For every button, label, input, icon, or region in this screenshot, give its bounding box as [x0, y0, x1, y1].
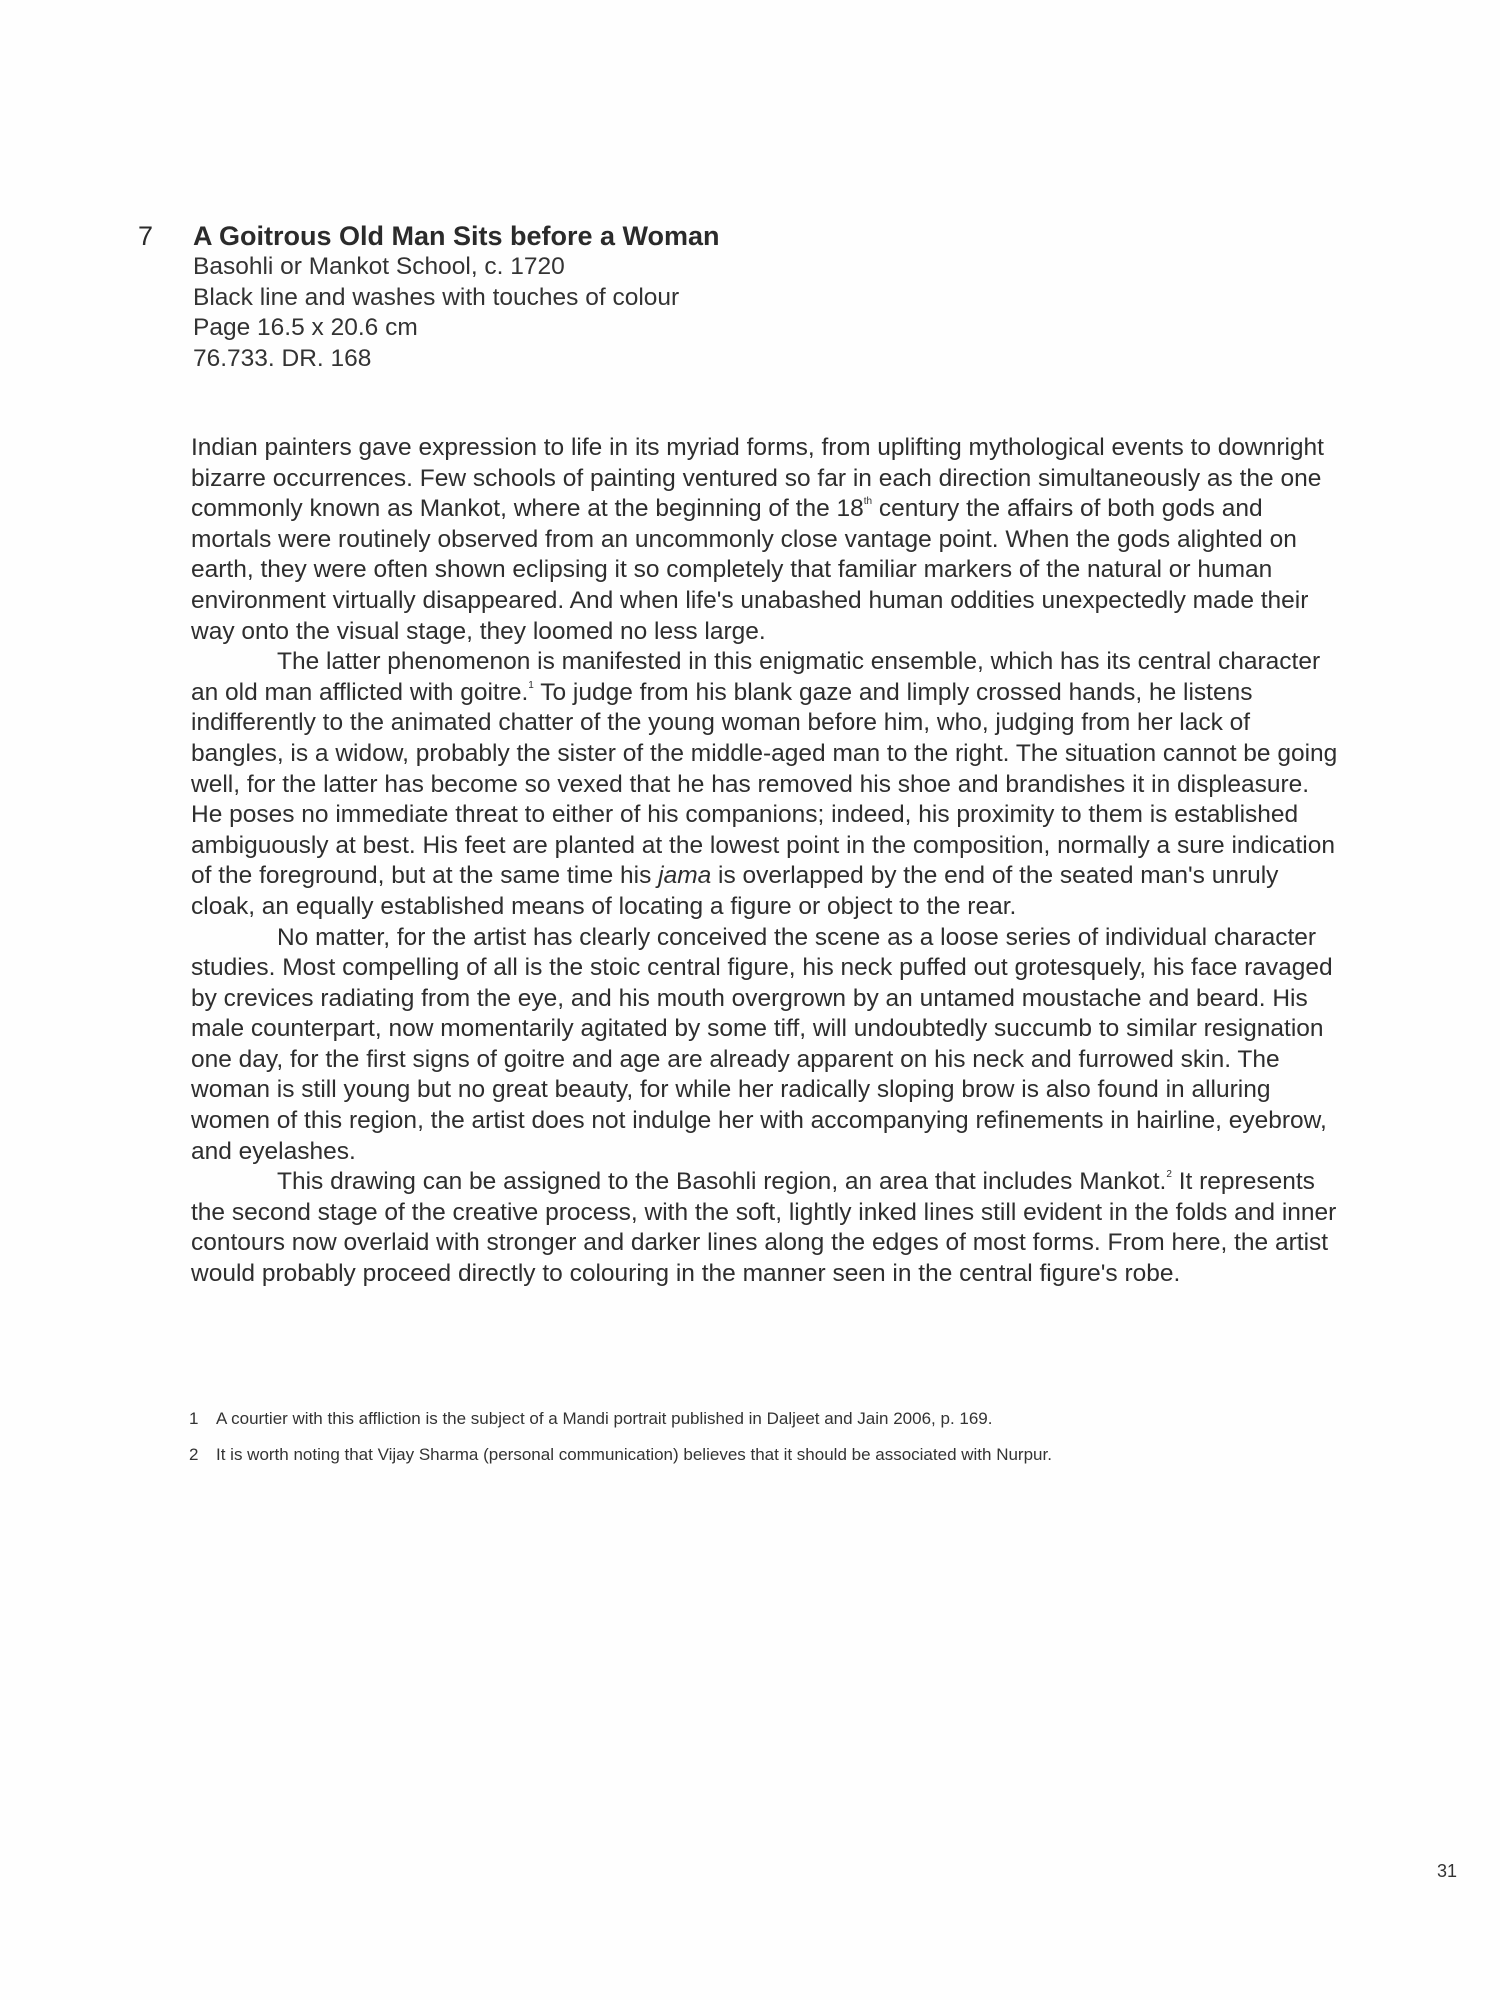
footnote-number: 2 — [189, 1445, 199, 1464]
footnote — [189, 1409, 1339, 1429]
essay-paragraph-2 — [191, 647, 1341, 922]
footnotes — [189, 1409, 1339, 1481]
essay-body — [191, 433, 1341, 1290]
entry-medium: Black line and washes with touches of colour — [193, 283, 680, 311]
footnote-text: It is worth noting that Vijay Sharma (personal communication) believes that it should be associated with Nurpur. — [216, 1445, 1052, 1464]
entry-accession: 76.733. DR. 168 — [193, 344, 372, 372]
essay-text: Indian painters gave expression to life in its myriad forms, from uplifting mythological events to downright bizarre occurrences. Few schools of painting ventured so far in each direction simultaneously as the one commonly known as Mankot, where at the beginning of the 18 — [191, 434, 1324, 523]
essay-text: century the affairs of both gods and mortals were routinely observed from an uncommonly close vantage point. When the gods alighted on earth, they were often shown eclipsing it so completely that familiar markers of the natural or human environment virtually disappeared. And when life's unabashed human oddities unexpectedly made their way onto the visual stage, they loomed no less large. — [191, 495, 1309, 645]
entry-header — [193, 220, 1093, 374]
footnote — [189, 1445, 1339, 1465]
essay-text: is overlapped by the end of the seated man's unruly cloak, an equally established means of locating a figure or object to the rear. — [191, 862, 1279, 920]
footnote-text: A courtier with this affliction is the subject of a Mandi portrait published in Daljeet and Jain 2006, p. 169. — [216, 1409, 993, 1428]
footnote-ref: 2 — [1166, 1169, 1172, 1181]
italic-term: jama — [658, 862, 712, 890]
essay-text: It represents the second stage of the creative process, with the soft, lightly inked lines still evident in the folds and inner contours now overlaid with stronger and darker lines along the edges of most forms. From here, the artist would probably proceed directly to colouring in the manner seen in the central figure's robe. — [191, 1168, 1337, 1288]
essay-paragraph-1 — [191, 433, 1341, 647]
essay-text: This drawing can be assigned to the Basohli region, an area that includes Mankot. — [277, 1168, 1167, 1196]
essay-paragraph-4 — [191, 1167, 1341, 1289]
essay-paragraph-3: No matter, for the artist has clearly conceived the scene as a loose series of individual character studies. Most compelling of all is the stoic central figure, his neck puffed out grotesquely, his face ravaged by crevices radiating from the eye, and his mouth overgrown by an untamed moustache and beard. His male counterpart, now momentarily agitated by some tiff, will undoubtedly succumb to similar resignation one day, for the first signs of goitre and age are already apparent on his neck and furrowed skin. The woman is still young but no great beauty, for while her radically sloping brow is also found in alluring women of this region, the artist does not indulge her with accompanying refinements in hairline, eyebrow, and eyelashes. — [191, 923, 1333, 1165]
footnote-ref: 1 — [528, 679, 534, 691]
essay-text: The latter phenomenon is manifested in this enigmatic ensemble, which has its central character an old man afflicted with goitre. — [191, 648, 1321, 706]
superscript: th — [863, 496, 873, 508]
page-number: 31 — [1437, 1861, 1458, 1881]
essay-text: To judge from his blank gaze and limply crossed hands, he listens indifferently to the animated chatter of the young woman before him, who, judging from her lack of bangles, is a widow, probably the sister of the middle-aged man to the right. The situation cannot be going well, for the latter has become so vexed that he has removed his shoe and brandishes it in displeasure. He poses no immediate threat to either of his companions; indeed, his proximity to them is established ambiguously at best. His feet are planted at the lowest point in the composition, normally a sure indication of the foreground, but at the same time his — [191, 678, 1338, 890]
footnote-number: 1 — [189, 1409, 199, 1428]
entry-school: Basohli or Mankot School, c. 1720 — [193, 253, 565, 280]
catalog-number: 7 — [138, 221, 154, 251]
entry-dimensions: Page 16.5 x 20.6 cm — [193, 314, 418, 341]
entry-title: A Goitrous Old Man Sits before a Woman — [193, 221, 720, 251]
